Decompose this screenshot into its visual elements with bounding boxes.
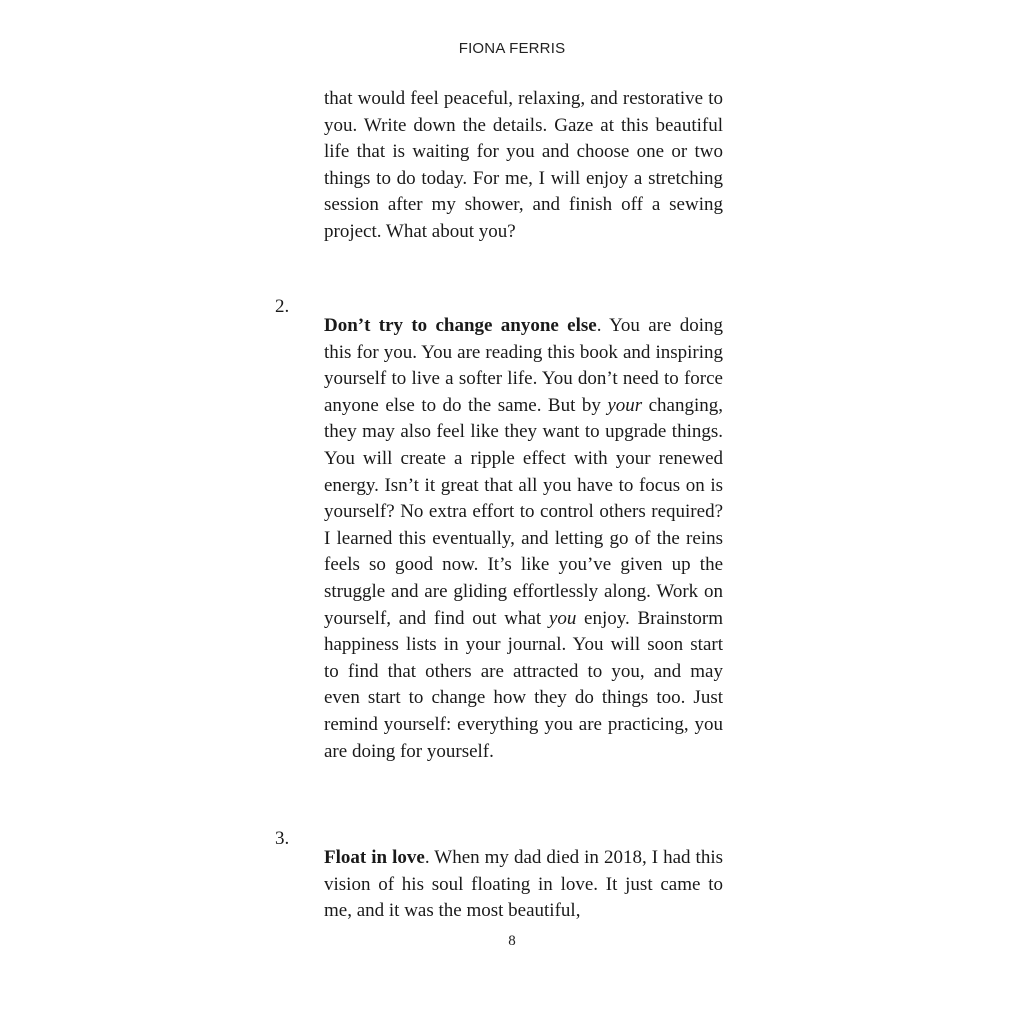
- continued-paragraph-text: that would feel peaceful, relaxing, and restorative to you. Write down the details. Gaze at this beautiful life that is waiting for you and choose one or two things to do today. For me, I will enjoy a stretching session after my shower, and finish off a sewing project. What about you?: [324, 88, 723, 242]
- list-item-emphasis-your: your: [607, 394, 643, 416]
- list-item-text-part2: changing, they may also feel like they want to upgrade things. You will create a ripple effect with your renewed energy. Isn’t it great that all you have to focus on is yourself? No extra effort to control others required? I learned this eventually, and letting go of the reins feels so good now. It’s like you’ve given up the struggle and are gliding effortlessly along. Work on yourself, and find out what: [324, 394, 723, 629]
- list-item-2: [275, 294, 723, 784]
- list-item-number: 2.: [275, 296, 290, 317]
- list-item-emphasis-you: you: [548, 607, 577, 629]
- list-item-3: [275, 826, 723, 944]
- running-header-author: FIONA FERRIS: [458, 40, 566, 57]
- list-item-text-part3: enjoy. Brainstorm happiness lists in your journal. You will soon start to find that others are attracted to you, and may even start to change how they do things too. Just remind yourself: everything you are practicing, you are doing for yourself.: [324, 607, 723, 762]
- page-number: 8: [508, 933, 516, 949]
- list-item-text-part1: . You are doing this for you. You are reading this book and inspiring yourself to live a softer life. You don’t need to force anyone else to do the same. But by: [324, 315, 723, 416]
- list-item-number: 3.: [275, 828, 290, 849]
- list-item-lead: Don’t try to change anyone else: [324, 315, 597, 336]
- continued-paragraph: [324, 86, 723, 246]
- list-item-text: . When my dad died in 2018, I had this vision of his soul floating in love. It just came to me, and it was the most beautiful,: [324, 847, 723, 922]
- list-item-lead: Float in love: [324, 847, 425, 868]
